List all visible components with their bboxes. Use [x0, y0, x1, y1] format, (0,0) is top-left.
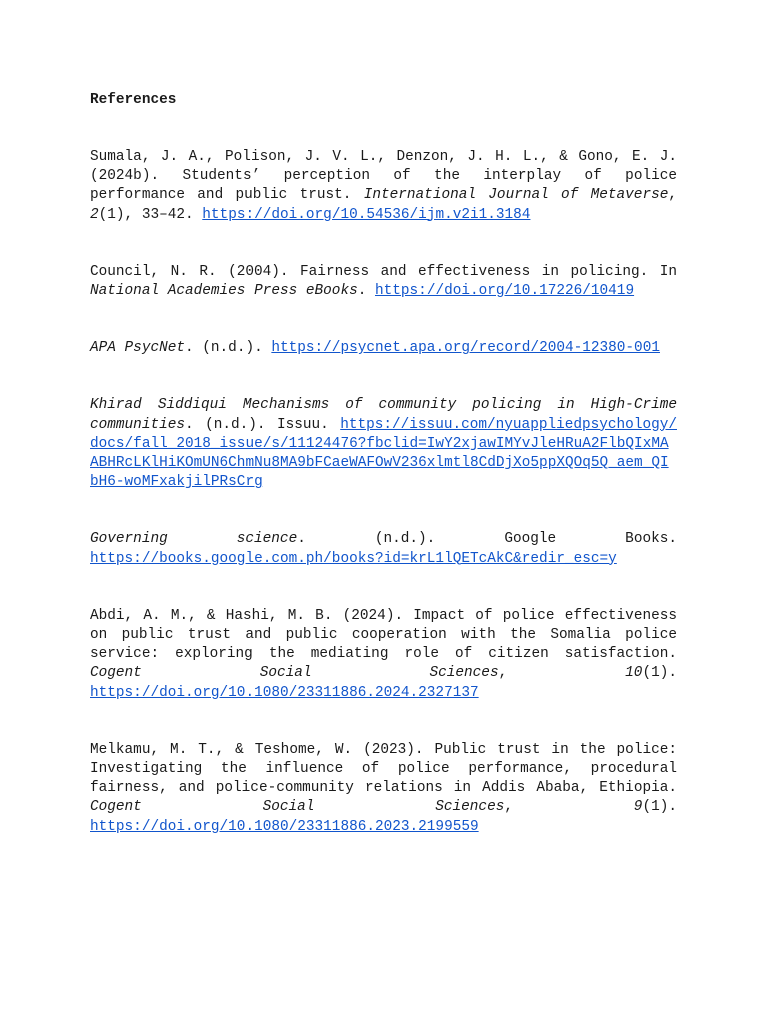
reference-text: Abdi, A. M., & Hashi, M. B. (2024). Impact of police effectiveness on public trust and public cooperation with the Somalia police service: exploring the mediating role of citizen satisfaction. [90, 607, 677, 663]
reference-link[interactable]: https://books.google.com.ph/books?id=krL1lQETcAkC&redir_esc=y [90, 550, 617, 567]
reference-entry [90, 148, 677, 225]
reference-link[interactable]: https://doi.org/10.1080/23311886.2024.2327137 [90, 684, 479, 701]
reference-text: (1). [642, 665, 677, 682]
reference-source-title: Khirad Siddiqui Mechanisms of community policing in High-Crime communities [90, 397, 677, 433]
reference-entry [90, 263, 677, 301]
reference-link[interactable]: https://doi.org/10.1080/23311886.2023.2199559 [90, 818, 479, 835]
reference-text: (1). [642, 799, 677, 816]
reference-entry [90, 530, 677, 568]
reference-text: , [498, 665, 626, 682]
reference-link[interactable]: https://issuu.com/nyuappliedpsychology/docs/fall_2018_issue/s/11124476?fbclid=IwY2xjawIMYvJleHRuA2FlbQIxMAABHRcLKlHiKOmUN6ChmNu8MA9bFCaeWAFOwV236xlmtl8CdDjXo5ppXQOq5Q_aem_QIbH6-woMFxakjilPRsCrg [90, 416, 677, 491]
reference-journal-title: Cogent Social Sciences [90, 665, 499, 682]
reference-journal-title: International Journal of Metaverse [363, 187, 669, 204]
reference-text: . (n.d.). Issuu. [185, 416, 341, 433]
reference-text: . (n.d.). [185, 340, 272, 357]
reference-text: Council, N. R. (2004). Fairness and effectiveness in policing. In [90, 263, 677, 280]
reference-entry [90, 396, 677, 492]
reference-volume: 10 [625, 665, 643, 682]
reference-volume: 9 [633, 799, 643, 816]
reference-text: , [504, 799, 634, 816]
reference-text: (1), 33–42. [98, 206, 203, 223]
reference-source-title: Governing science [90, 531, 298, 548]
reference-source-title: APA PsycNet [90, 340, 185, 357]
reference-text: Sumala, J. A., Polison, J. V. L., Denzon, J. H. L., & Gono, E. J. (2024b). Students’ perception of the interplay of police performance and public trust. [90, 149, 677, 204]
reference-text: , [668, 187, 677, 204]
reference-volume: 2 [90, 206, 99, 223]
reference-entry [90, 607, 677, 703]
reference-link[interactable]: https://doi.org/10.17226/10419 [375, 283, 635, 300]
reference-text: . (n.d.). Google Books. [297, 531, 677, 548]
reference-entry [90, 339, 677, 358]
reference-text: . [357, 283, 375, 300]
reference-link[interactable]: https://psycnet.apa.org/record/2004-12380-001 [271, 340, 660, 357]
references-heading: References [90, 92, 177, 108]
reference-journal-title: Cogent Social Sciences [90, 799, 505, 816]
reference-text: Melkamu, M. T., & Teshome, W. (2023). Public trust in the police: Investigating the influence of police performance, procedural fairness, and police-community relations in Addis Ababa, Ethiopia. [90, 741, 677, 797]
reference-link[interactable]: https://doi.org/10.54536/ijm.v2i1.3184 [202, 206, 531, 223]
document-page [90, 90, 677, 875]
reference-source-title: National Academies Press eBooks [90, 283, 358, 300]
reference-entry [90, 741, 677, 837]
